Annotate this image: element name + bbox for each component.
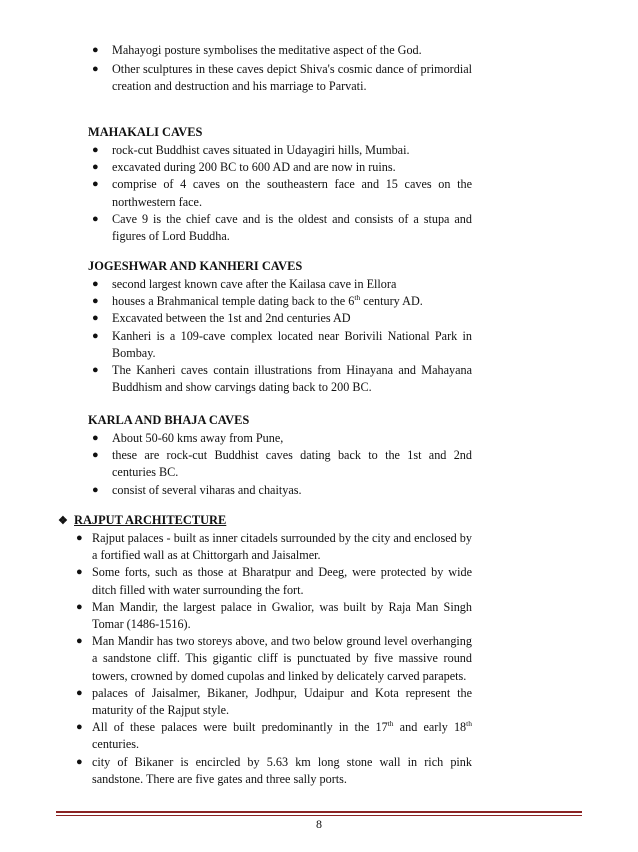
bullet-dot-icon: ● xyxy=(76,566,83,579)
rajput-heading: RAJPUT ARCHITECTURE xyxy=(74,513,227,527)
page-number: 8 xyxy=(316,817,322,831)
list-item: ● rock-cut Buddhist caves situated in Udayagiri hills, Mumbai. xyxy=(112,142,472,159)
bullet-dot-icon: ● xyxy=(76,600,83,613)
jogeshwar-list xyxy=(92,276,472,396)
bullet-dot-icon: ● xyxy=(92,295,99,308)
bullet-dot-icon: ● xyxy=(76,532,83,544)
list-item: ● Man Mandir has two storeys above, and two below ground level overhanging a sandstone cliff. This gigantic cliff is punctuated by five massive round towers, crowned by domed cupolas and linked by delicately carved parapets. xyxy=(76,634,472,683)
rajput-list xyxy=(76,530,472,788)
list-item: ● All of these palaces were built predominantly in the 17th and early 18th centuries. xyxy=(76,719,472,752)
list-item: ● Kanheri is a 109-cave complex located near Borivili National Park in Bombay. xyxy=(92,328,472,360)
bullet-dot-icon: ● xyxy=(92,483,99,496)
bullet-dot-icon: ● xyxy=(92,212,99,225)
mahakali-heading: MAHAKALI CAVES xyxy=(88,125,203,139)
list-item: ● Cave 9 is the chief cave and is the oldest and consists of a stupa and figures of Lord Buddha. xyxy=(92,211,472,244)
list-item: ● Some forts, such as those at Bharatpur and Deeg, were protected by wide ditch filled with water surrounding the fort. xyxy=(76,565,472,597)
list-item: ● second largest known cave after the Kailasa cave in Ellora xyxy=(112,276,472,293)
bullet-dot-icon: ● xyxy=(76,755,83,768)
list-item: ● Rajput palaces - built as inner citadels surrounded by the city and enclosed by a fortified wall as at Chittorgarh and Jaisalmer. xyxy=(76,531,472,563)
list-item: ● Mahayogi posture symbolises the meditative aspect of the God. xyxy=(112,42,472,59)
list-item: ● palaces of Jaisalmer, Bikaner, Jodhpur, Udaipur and Kota represent the maturity of the Rajput style. xyxy=(76,685,472,718)
mahakali-list xyxy=(92,142,472,245)
bullet-dot-icon: ● xyxy=(92,44,99,56)
bullet-dot-icon: ● xyxy=(76,686,83,699)
bullet-dot-icon: ● xyxy=(92,161,99,174)
list-item: ● The Kanheri caves contain illustrations from Hinayana and Mahayana Buddhism and show carvings dating back to 200 BC. xyxy=(92,363,472,395)
list-item: ● excavated during 200 BC to 600 AD and are now in ruins. xyxy=(112,159,472,176)
list-item: ● consist of several viharas and chaityas. xyxy=(112,482,472,499)
list-item: ● Man Mandir, the largest palace in Gwalior, was built by Raja Man Singh Tomar (1486-1516). xyxy=(76,599,472,632)
bullet-dot-icon: ● xyxy=(92,144,99,156)
bullet-dot-icon: ● xyxy=(76,721,83,734)
bullet-dot-icon: ● xyxy=(92,364,99,377)
list-item: ● Excavated between the 1st and 2nd centuries AD xyxy=(112,310,472,327)
diamond-bullet-icon: ❖ xyxy=(58,515,68,527)
list-item: ● houses a Brahmanical temple dating back to the 6th century AD. xyxy=(112,293,472,310)
karla-heading: KARLA AND BHAJA CAVES xyxy=(88,413,250,427)
list-item: ● About 50-60 kms away from Pune, xyxy=(112,430,472,447)
list-item: ● city of Bikaner is encircled by 5.63 km long stone wall in rich pink sandstone. There are five gates and three sally ports. xyxy=(76,754,472,786)
bullet-dot-icon: ● xyxy=(92,178,99,191)
bullet-dot-icon: ● xyxy=(92,329,99,342)
shiva-list xyxy=(92,42,472,96)
list-item: ● these are rock-cut Buddhist caves dating back to the 1st and 2nd centuries BC. xyxy=(92,448,472,480)
bullet-dot-icon: ● xyxy=(92,278,99,290)
bullet-dot-icon: ● xyxy=(92,312,99,325)
bullet-dot-icon: ● xyxy=(92,63,99,76)
bullet-dot-icon: ● xyxy=(92,432,99,444)
list-item: ● comprise of 4 caves on the southeastern face and 15 caves on the northwestern face. xyxy=(92,177,472,209)
footer-rule-thin xyxy=(56,815,582,816)
bullet-dot-icon: ● xyxy=(92,449,99,462)
karla-list xyxy=(92,430,472,499)
list-item: ● Other sculptures in these caves depict Shiva's cosmic dance of primordial creation and destruction and his marriage to Parvati. xyxy=(92,62,472,94)
rajput-heading-row xyxy=(58,512,226,530)
bullet-dot-icon: ● xyxy=(76,635,83,648)
jogeshwar-heading: JOGESHWAR AND KANHERI CAVES xyxy=(88,259,303,273)
footer-rule-thick xyxy=(56,811,582,813)
